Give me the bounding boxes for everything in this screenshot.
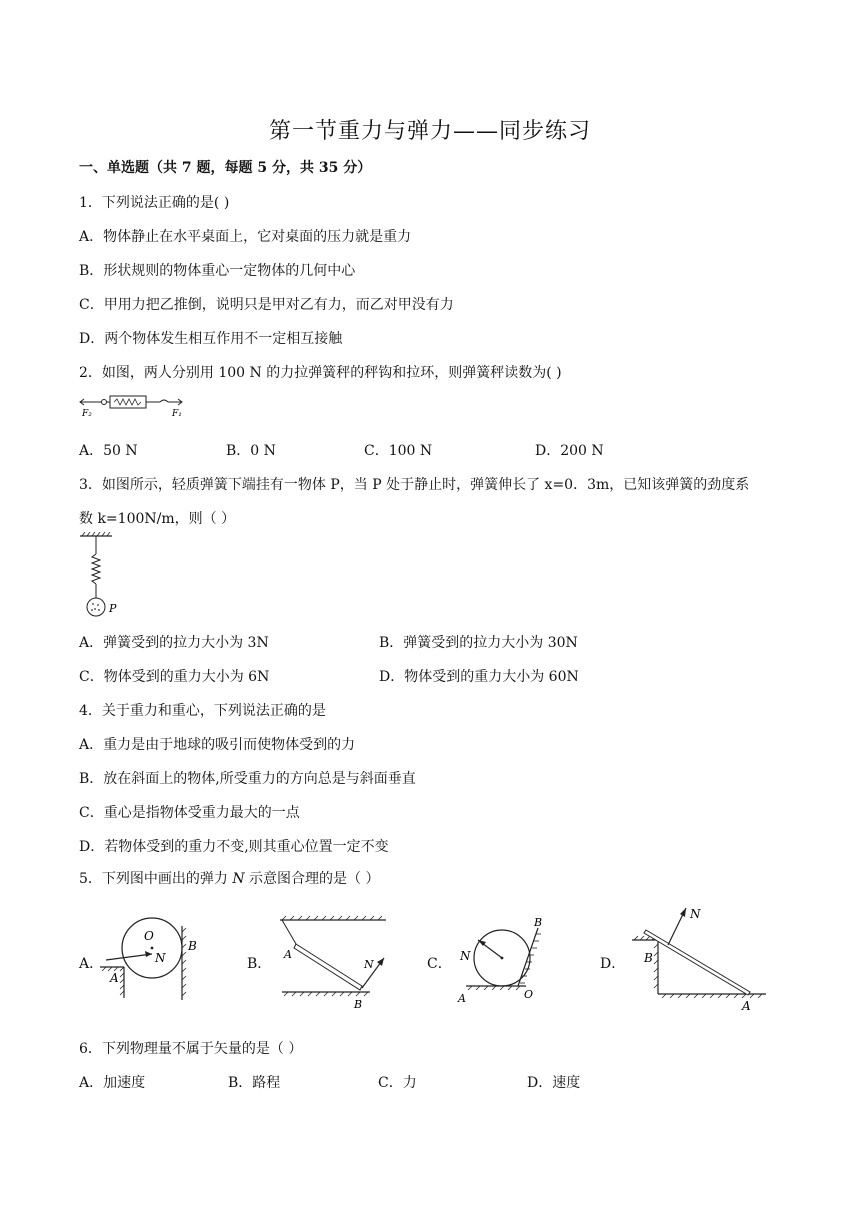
figure-c-label-o: O	[524, 988, 534, 1001]
figure-c-label-n: N	[460, 949, 471, 963]
question-2-option-d[interactable]: D．200 N	[535, 443, 604, 459]
spring-scale-figure	[78, 394, 188, 418]
question-2-option-b[interactable]: B．0 N	[226, 443, 276, 459]
figure-b-label-n: N	[364, 958, 374, 971]
question-3-stem: 3．如图所示，轻质弹簧下端挂有一物体 P，当 P 处于静止时，弹簧伸长了 x=0．3m，已知该弹簧的劲度系	[79, 477, 750, 493]
question-2-stem: 2．如图，两人分别用 100 N 的力拉弹簧秤的秤钩和拉环，则弹簧秤读数为( )	[79, 365, 562, 381]
question-5-stem-suffix: 示意图合理的是（ ）	[244, 871, 380, 887]
question-2-option-a[interactable]: A．50 N	[79, 443, 138, 459]
figure-c	[450, 912, 560, 1004]
figure-a-label-a: A	[110, 971, 119, 985]
figure-b-label-a: A	[284, 948, 292, 961]
question-5-stem-prefix: 5．下列图中画出的弹力	[79, 871, 233, 887]
page-title: 第一节重力与弹力——同步练习	[268, 119, 591, 144]
question-1-stem: 1．下列说法正确的是( )	[79, 195, 230, 211]
figure-d-label-a: A	[742, 999, 751, 1013]
question-5-option-c[interactable]: C．	[427, 956, 452, 972]
figure-d	[628, 900, 770, 1014]
hanging-spring-figure	[78, 532, 128, 620]
figure-a-label-b: B	[188, 939, 197, 953]
question-5-option-b[interactable]: B．	[247, 956, 272, 972]
question-3-option-b[interactable]: B．弹簧受到的拉力大小为 30N	[379, 635, 578, 651]
question-6-option-c[interactable]: C．力	[378, 1075, 417, 1091]
question-4-option-b[interactable]: B．放在斜面上的物体,所受重力的方向总是与斜面垂直	[79, 771, 416, 787]
section-heading: 一、单选题（共 7 题，每题 5 分，共 35 分）	[79, 160, 372, 176]
question-3-option-d[interactable]: D．物体受到的重力大小为 60N	[379, 669, 579, 685]
question-3-option-a[interactable]: A．弹簧受到的拉力大小为 3N	[79, 635, 269, 651]
figure-c-label-a: A	[458, 992, 466, 1004]
question-5-stem	[79, 868, 380, 888]
question-1-option-d[interactable]: D．两个物体发生相互作用不一定相互接触	[79, 331, 343, 347]
f2-label: F₂	[82, 409, 92, 418]
p-label: P	[109, 602, 117, 615]
question-3-option-c[interactable]: C．物体受到的重力大小为 6N	[79, 669, 270, 685]
question-5-option-a[interactable]: A．	[79, 956, 104, 972]
question-2-option-c[interactable]: C．100 N	[364, 443, 433, 459]
figure-a-label-o: O	[144, 929, 154, 943]
question-4-stem: 4．关于重力和重心，下列说法正确的是	[79, 703, 326, 719]
figure-d-label-n: N	[690, 907, 701, 921]
question-5-option-d[interactable]: D．	[600, 956, 626, 972]
figure-b-label-b: B	[354, 998, 363, 1011]
figure-d-label-b: B	[644, 951, 653, 965]
question-4-option-a[interactable]: A．重力是由于地球的吸引而使物体受到的力	[79, 737, 356, 753]
figure-c-label-b: B	[534, 916, 543, 929]
figure-b	[272, 906, 392, 1012]
question-1-option-a[interactable]: A．物体静止在水平桌面上，它对桌面的压力就是重力	[79, 229, 412, 245]
question-6-option-b[interactable]: B．路程	[228, 1075, 281, 1091]
question-6-option-a[interactable]: A．加速度	[79, 1075, 146, 1091]
question-5-stem-var: N	[232, 871, 245, 887]
question-3-stem-cont: 数 k=100N/m，则（ ）	[79, 511, 236, 527]
question-6-stem: 6．下列物理量不属于矢量的是（ ）	[79, 1041, 303, 1057]
figure-a-label-n: N	[155, 951, 166, 965]
question-4-option-d[interactable]: D．若物体受到的重力不变,则其重心位置一定不变	[79, 839, 389, 855]
question-1-option-c[interactable]: C．甲用力把乙推倒，说明只是甲对乙有力，而乙对甲没有力	[79, 297, 454, 313]
question-4-option-c[interactable]: C．重心是指物体受重力最大的一点	[79, 805, 300, 821]
f1-label: F₁	[172, 409, 182, 418]
figure-a	[100, 910, 205, 1004]
question-1-option-b[interactable]: B．形状规则的物体重心一定物体的几何中心	[79, 263, 356, 279]
question-6-option-d[interactable]: D．速度	[527, 1075, 581, 1091]
